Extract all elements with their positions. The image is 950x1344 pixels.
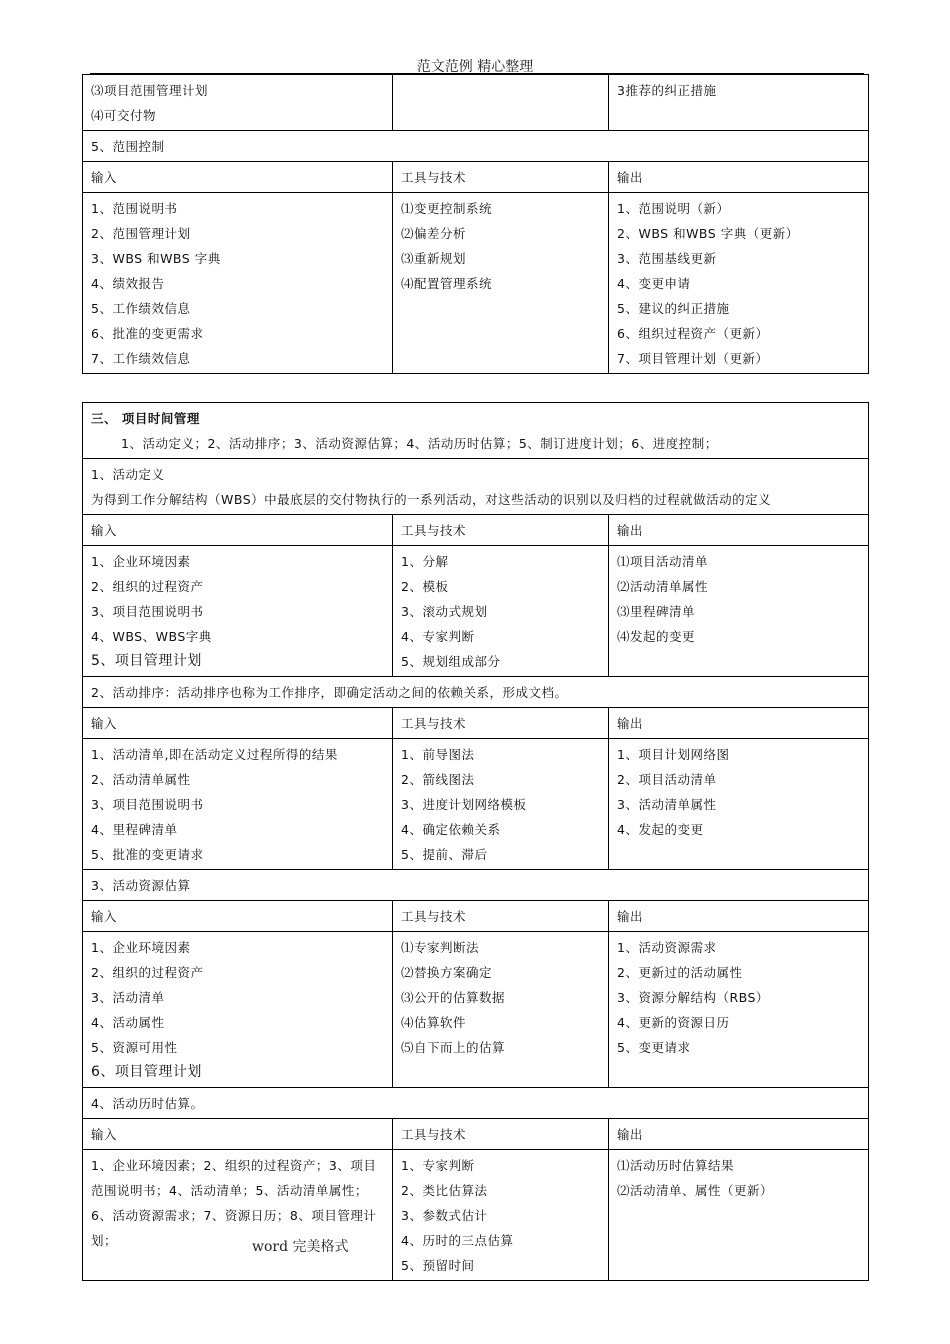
column-header-input: 输入	[83, 515, 393, 546]
column-header-output: 输出	[609, 1119, 869, 1150]
continuation-tools-cell	[393, 75, 609, 131]
table-header-row	[83, 515, 869, 546]
list-item: ⑵活动清单属性	[617, 579, 709, 594]
table-header-row	[83, 901, 869, 932]
table-row	[83, 131, 869, 162]
activity-definition-tools	[393, 546, 609, 677]
list-item: 2、更新过的活动属性	[617, 965, 743, 980]
list-item: ⑵替换方案确定	[401, 965, 493, 980]
list-item: ⑵偏差分析	[401, 226, 467, 241]
list-item: 4、里程碑清单	[91, 822, 178, 837]
list-item: 5、规划组成部分	[401, 654, 501, 669]
duration-estimating-outputs	[609, 1150, 869, 1281]
list-item: 1、范围说明书	[91, 201, 178, 216]
list-item: ⑴专家判断法	[401, 940, 480, 955]
list-item: 3、进度计划网络模板	[401, 797, 527, 812]
column-header-input: 输入	[83, 162, 393, 193]
column-header-input: 输入	[83, 1119, 393, 1150]
list-item: ⑵活动清单、属性（更新）	[617, 1183, 774, 1198]
list-item: 4、活动属性	[91, 1015, 165, 1030]
list-item: 2、项目活动清单	[617, 772, 717, 787]
table-row	[83, 870, 869, 901]
list-item: ⑶公开的估算数据	[401, 990, 506, 1005]
list-item: 2、模板	[401, 579, 449, 594]
list-item: 5、批准的变更请求	[91, 847, 204, 862]
activity-sequencing-title: 2、活动排序：活动排序也称为工作排序，即确定活动之间的依赖关系，形成文档。	[83, 677, 869, 708]
list-item: 1、专家判断	[401, 1158, 475, 1173]
activity-sequencing-tools	[393, 739, 609, 870]
list-item: 5、提前、滞后	[401, 847, 488, 862]
activity-definition-outputs	[609, 546, 869, 677]
table-header-row	[83, 1119, 869, 1150]
column-header-output: 输出	[609, 515, 869, 546]
list-item: ⑷估算软件	[401, 1015, 467, 1030]
list-item: 4、确定依赖关系	[401, 822, 501, 837]
list-item: ⑴活动历时估算结果	[617, 1158, 735, 1173]
list-item: 5、资源可用性	[91, 1040, 178, 1055]
table-row	[83, 546, 869, 677]
list-item: 3、项目范围说明书	[91, 604, 204, 619]
time-management-heading-cell	[83, 403, 869, 459]
table-row	[83, 677, 869, 708]
table-header-row	[83, 708, 869, 739]
list-item: 1、企业环境因素	[91, 940, 191, 955]
scope-control-outputs	[609, 193, 869, 374]
table-row	[83, 459, 869, 515]
column-header-output: 输出	[609, 901, 869, 932]
list-item: 2、组织的过程资产	[91, 965, 204, 980]
list-item: 1、项目计划网络图	[617, 747, 730, 762]
column-header-tools: 工具与技术	[393, 1119, 609, 1150]
list-item: 5、变更请求	[617, 1040, 691, 1055]
list-item: 6、批准的变更需求	[91, 326, 204, 341]
list-item: ⑷配置管理系统	[401, 276, 493, 291]
duration-estimating-title: 4、活动历时估算。	[83, 1088, 869, 1119]
section-title: 三、 项目时间管理	[91, 411, 200, 426]
time-management-table	[82, 402, 869, 1281]
list-item: ⑷可交付物	[91, 108, 157, 123]
duration-estimating-inputs: 1、企业环境因素；2、组织的过程资产；3、项目范围说明书；4、活动清单；5、活动清单属性；6、活动资源需求；7、资源日历；8、项目管理计划；	[83, 1150, 393, 1281]
list-item: 2、范围管理计划	[91, 226, 191, 241]
table-row	[83, 739, 869, 870]
list-item: 5、工作绩效信息	[91, 301, 191, 316]
list-item: 4、历时的三点估算	[401, 1233, 514, 1248]
scope-control-tools	[393, 193, 609, 374]
column-header-tools: 工具与技术	[393, 162, 609, 193]
resource-estimating-outputs	[609, 932, 869, 1088]
activity-sequencing-outputs	[609, 739, 869, 870]
column-header-tools: 工具与技术	[393, 515, 609, 546]
list-item: 4、更新的资源日历	[617, 1015, 730, 1030]
scope-control-inputs	[83, 193, 393, 374]
list-item: 3、滚动式规划	[401, 604, 488, 619]
table-row	[83, 1150, 869, 1281]
list-item: ⑴变更控制系统	[401, 201, 493, 216]
list-item: 3、资源分解结构（RBS）	[617, 990, 769, 1005]
duration-estimating-tools	[393, 1150, 609, 1281]
subsection-title: 1、活动定义	[91, 467, 165, 482]
continuation-inputs-cell	[83, 75, 393, 131]
list-item: 2、组织的过程资产	[91, 579, 204, 594]
list-item: 4、发起的变更	[617, 822, 704, 837]
list-item: 5、项目管理计划	[91, 653, 202, 669]
list-item: 2、箭线图法	[401, 772, 475, 787]
list-item: 3、WBS 和WBS 字典	[91, 251, 221, 266]
list-item: 7、项目管理计划（更新）	[617, 351, 769, 366]
list-item: 7、工作绩效信息	[91, 351, 191, 366]
table-row	[83, 403, 869, 459]
list-item: 1、范围说明（新）	[617, 201, 730, 216]
list-item: 6、组织过程资产（更新）	[617, 326, 769, 341]
table-row	[83, 193, 869, 374]
scope-control-title: 5、范围控制	[83, 131, 869, 162]
list-item: 2、活动清单属性	[91, 772, 191, 787]
list-item: 5、预留时间	[401, 1258, 475, 1273]
list-item: 1、分解	[401, 554, 449, 569]
list-item: 4、变更申请	[617, 276, 691, 291]
resource-estimating-tools	[393, 932, 609, 1088]
list-item: 4、WBS、WBS字典	[91, 629, 212, 644]
list-item: ⑶里程碑清单	[617, 604, 696, 619]
column-header-output: 输出	[609, 162, 869, 193]
list-item: ⑶项目范围管理计划	[91, 83, 209, 98]
table-row	[83, 1088, 869, 1119]
list-item: ⑶重新规划	[401, 251, 467, 266]
list-item: 4、绩效报告	[91, 276, 165, 291]
column-header-input: 输入	[83, 901, 393, 932]
table-row	[83, 932, 869, 1088]
activity-sequencing-inputs	[83, 739, 393, 870]
list-item: 3、范围基线更新	[617, 251, 717, 266]
list-item: 3、项目范围说明书	[91, 797, 204, 812]
list-item: 3、活动清单	[91, 990, 165, 1005]
list-item: 1、前导图法	[401, 747, 475, 762]
list-item: 1、活动资源需求	[617, 940, 717, 955]
column-header-tools: 工具与技术	[393, 901, 609, 932]
list-item: ⑴项目活动清单	[617, 554, 709, 569]
list-item: 1、企业环境因素	[91, 554, 191, 569]
list-item: 5、建议的纠正措施	[617, 301, 730, 316]
column-header-input: 输入	[83, 708, 393, 739]
column-header-tools: 工具与技术	[393, 708, 609, 739]
list-item: 1、活动清单,即在活动定义过程所得的结果	[91, 747, 338, 762]
page-footer: word 完美格式	[252, 1239, 349, 1255]
subsection-description: 为得到工作分解结构（WBS）中最底层的交付物执行的一系列活动，对这些活动的识别以及归档的过程就做活动的定义	[91, 492, 772, 507]
table-header-row	[83, 162, 869, 193]
list-item: 3、活动清单属性	[617, 797, 717, 812]
list-item: 2、类比估算法	[401, 1183, 488, 1198]
list-item: ⑷发起的变更	[617, 629, 696, 644]
scope-table	[82, 74, 869, 374]
table-row	[83, 75, 869, 131]
list-item: 4、专家判断	[401, 629, 475, 644]
list-item: 6、项目管理计划	[91, 1064, 202, 1080]
resource-estimating-title: 3、活动资源估算	[83, 870, 869, 901]
list-item: 2、WBS 和WBS 字典（更新）	[617, 226, 799, 241]
list-item: 3、参数式估计	[401, 1208, 488, 1223]
section-summary: 1、活动定义；2、活动排序；3、活动资源估算；4、活动历时估算；5、制订进度计划；6、进度控制；	[121, 436, 718, 451]
list-item: ⑸自下而上的估算	[401, 1040, 506, 1055]
list-item: 3推荐的纠正措施	[617, 83, 717, 98]
activity-definition-heading-cell	[83, 459, 869, 515]
continuation-outputs-cell	[609, 75, 869, 131]
column-header-output: 输出	[609, 708, 869, 739]
resource-estimating-inputs	[83, 932, 393, 1088]
page-header: 范文范例 精心整理	[416, 59, 534, 75]
activity-definition-inputs	[83, 546, 393, 677]
